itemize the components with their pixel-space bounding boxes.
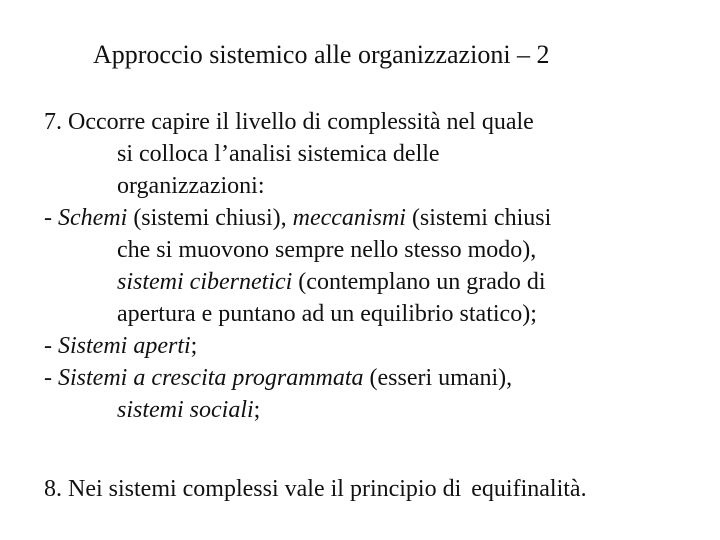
text-contemplano: (contemplano un grado di bbox=[292, 269, 546, 295]
text-sistemi-chiusi-2: (sistemi chiusi bbox=[405, 205, 552, 231]
item-schemi-line-4: apertura e puntano ad un equilibrio statico); bbox=[117, 301, 537, 327]
term-sistemi-crescita: Sistemi a crescita programmata bbox=[58, 365, 364, 391]
item-schemi-line-3 bbox=[117, 266, 546, 298]
item-schemi-line-2: che si muovono sempre nello stesso modo), bbox=[117, 237, 537, 263]
point-8-text: 8. Nei sistemi complessi vale il principio di bbox=[44, 476, 462, 502]
term-meccanismi: meccanismi bbox=[292, 205, 406, 231]
bullet-dash: - bbox=[44, 365, 58, 391]
item-schemi-line-1 bbox=[44, 202, 551, 234]
term-schemi: Schemi bbox=[58, 205, 128, 231]
point-8 bbox=[44, 473, 587, 505]
semicolon: ; bbox=[190, 333, 198, 359]
point-7-line-1: 7. Occorre capire il livello di complessità nel quale bbox=[44, 109, 534, 135]
item-crescita-line-2 bbox=[117, 394, 260, 426]
text-esseri-umani: (esseri umani), bbox=[363, 365, 513, 391]
semicolon: ; bbox=[253, 397, 261, 423]
text-sistemi-chiusi: (sistemi chiusi), bbox=[127, 205, 293, 231]
item-aperti bbox=[44, 330, 197, 362]
point-7-line-2: si colloca l’analisi sistemica delle bbox=[117, 141, 440, 167]
term-sistemi-aperti: Sistemi aperti bbox=[58, 333, 191, 359]
item-crescita-line-1 bbox=[44, 362, 512, 394]
bullet-dash: - bbox=[44, 333, 58, 359]
bullet-dash: - bbox=[44, 205, 58, 231]
term-sistemi-sociali: sistemi sociali bbox=[117, 397, 254, 423]
slide-title: Approccio sistemico alle organizzazioni – 2 bbox=[93, 40, 550, 69]
term-sistemi-cibernetici: sistemi cibernetici bbox=[117, 269, 293, 295]
point-7-line-3: organizzazioni: bbox=[117, 173, 265, 199]
term-equifinalita: equifinalità. bbox=[471, 476, 587, 502]
